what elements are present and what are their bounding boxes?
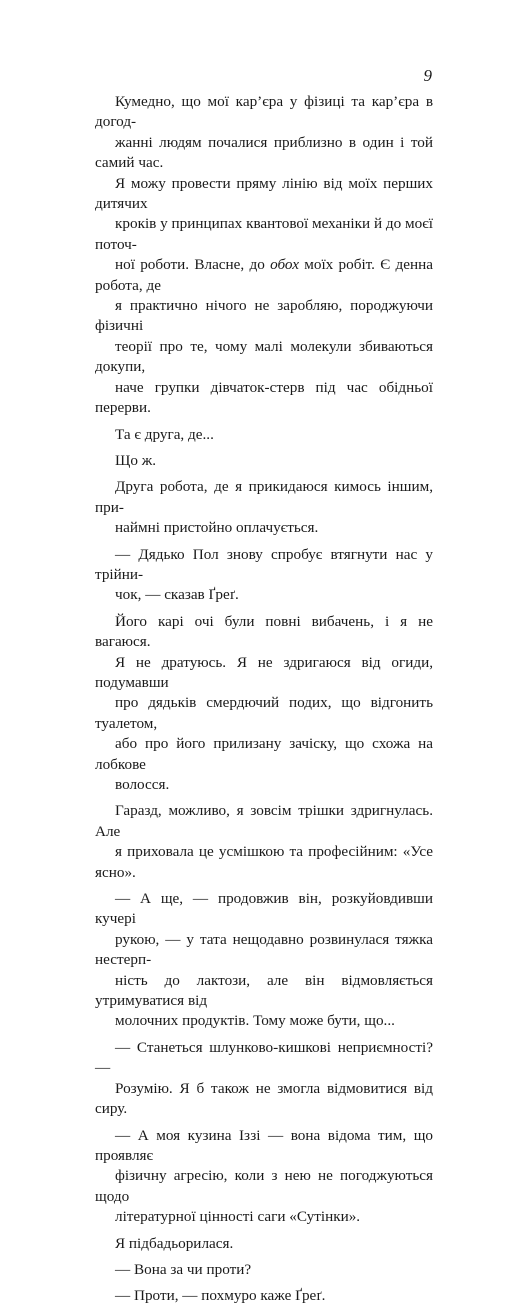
text-line: Гаразд, можливо, я зовсім трішки здригнулась. Але — [95, 802, 433, 840]
text-line: або про його прилизану зачіску, що схожа на лобкове — [95, 735, 433, 773]
emphasis: обох — [270, 256, 299, 274]
text-line: — А моя кузина Іззі — вона відома тим, що проявляє — [95, 1126, 433, 1164]
paragraph — [95, 92, 433, 419]
text-line: Кумедно, що мої кар’єра у фізиці та кар’єра в догод- — [95, 93, 433, 131]
text-line: Його карі очі були повні вибачень, і я не вагаюся. — [95, 612, 433, 651]
paragraph — [95, 545, 433, 606]
text-line: я практично нічого не заробляю, породжуючи фізичні — [95, 297, 433, 335]
text-line: ної роботи. Власне, до обох моїх робіт. Є денна робота, де — [95, 256, 433, 294]
paragraph — [95, 477, 433, 538]
text-line: Я підбадьорилася. — [115, 1234, 234, 1252]
paragraph — [95, 1286, 433, 1306]
text-line: ність до лактози, але він відмовляється утримуватися від — [95, 971, 433, 1010]
paragraph — [95, 801, 433, 883]
paragraph — [95, 425, 433, 445]
text-line: наймні пристойно оплачується. — [115, 519, 319, 537]
text-line: я приховала це усмішкою та професійним: «Усе ясно». — [95, 843, 433, 881]
paragraph — [95, 1126, 433, 1228]
paragraph — [95, 1234, 433, 1254]
text-line: літературної цінності саги «Сутінки». — [115, 1208, 361, 1226]
text-line: теорії про те, чому малі молекули збиваються докупи, — [95, 337, 433, 376]
paragraph — [95, 889, 433, 1032]
text-line: Що ж. — [115, 451, 157, 469]
text-line: чок, — сказав Ґреґ. — [115, 586, 239, 604]
text-line: кроків у принципах квантової механіки й до моєї поточ- — [95, 215, 433, 253]
text-line: — Проти, — похмуро каже Ґреґ. — [115, 1287, 326, 1305]
text-line: жанні людям почалися приблизно в один і той самий час. — [95, 133, 433, 172]
body-text — [95, 92, 433, 1313]
text-line: Я не дратуюсь. Я не здригаюся від огиди, подумавши — [95, 653, 433, 691]
text-line: наче групки дівчаток-стерв під час обідньої перерви. — [95, 378, 433, 417]
text-line: — А ще, — продовжив він, розкуйовдивши кучері — [95, 890, 433, 928]
paragraph — [95, 612, 433, 796]
text-line: молочних продуктів. Тому може бути, що... — [115, 1012, 395, 1030]
text-line: — Дядько Пол знову спробує втягнути нас у трійни- — [95, 545, 433, 583]
text-line: про дядьків смердючий подих, що відгонить туалетом, — [95, 694, 433, 732]
text-line: Та є друга, де... — [115, 425, 214, 443]
paragraph — [95, 451, 433, 471]
text-line: — Станеться шлунково-кишкові неприємності? — — [95, 1038, 433, 1077]
text-line: — Вона за чи проти? — [115, 1260, 252, 1278]
text-line: Друга робота, де я прикидаюся кимось іншим, при- — [95, 478, 433, 516]
paragraph — [95, 1038, 433, 1120]
text-line: фізичну агресію, коли з нею не погоджуються щодо — [95, 1167, 433, 1205]
text-line: волосся. — [115, 776, 170, 793]
text-line: Розумію. Я б також не змогла відмовитися від сиру. — [95, 1079, 433, 1118]
page-number: 9 — [423, 66, 432, 85]
text-line: рукою, — у тата нещодавно розвинулася тяжка нестерп- — [95, 930, 433, 969]
paragraph — [95, 1260, 433, 1280]
text-line: Я можу провести пряму лінію від моїх перших дитячих — [95, 174, 433, 213]
